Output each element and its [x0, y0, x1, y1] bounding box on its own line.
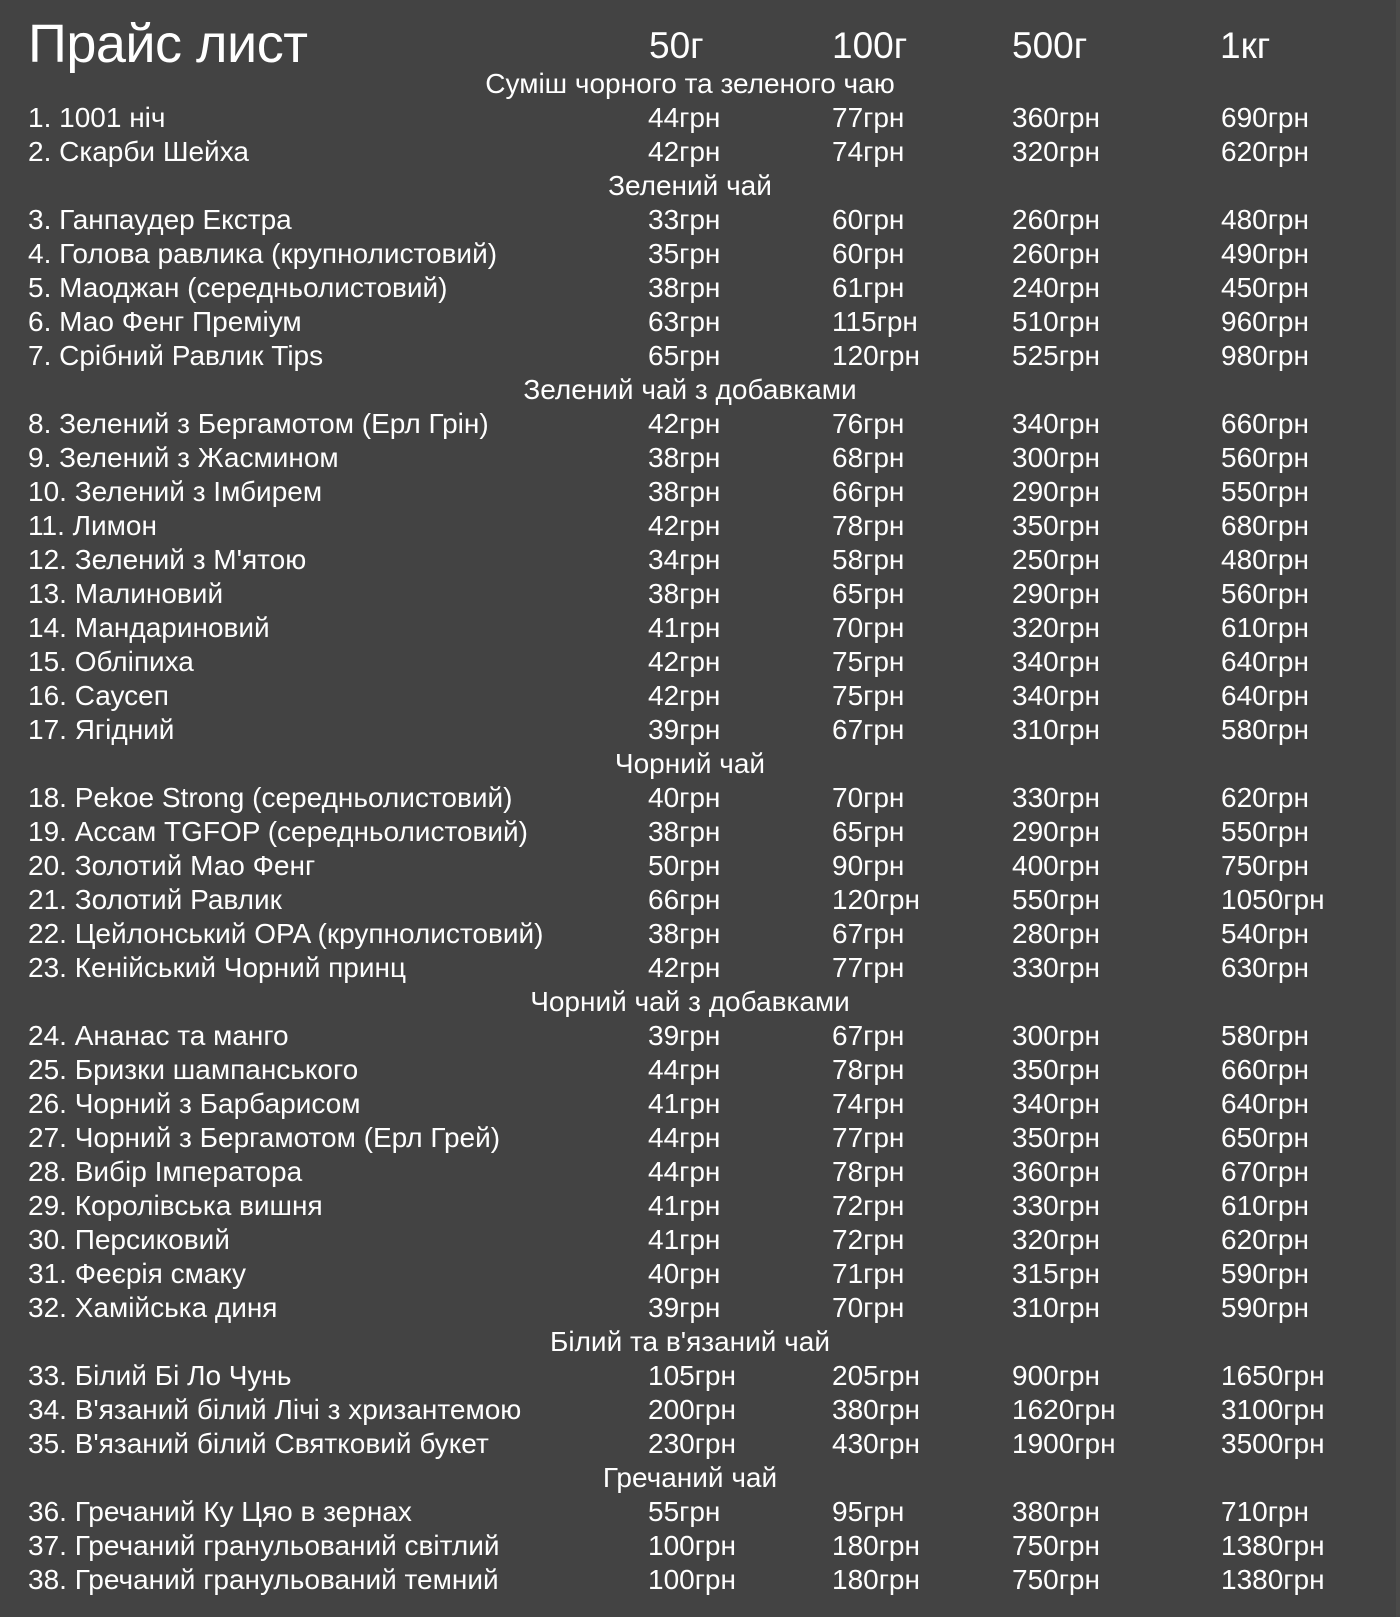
tea-name: 30. Персиковий — [28, 1224, 230, 1255]
price-100g: 67грн — [832, 1020, 905, 1051]
tea-name: 21. Золотий Равлик — [28, 884, 282, 915]
tea-name: 7. Срібний Равлик Tips — [28, 340, 324, 371]
tea-name: 9. Зелений з Жасмином — [28, 442, 339, 473]
table-row — [0, 815, 1400, 849]
price-100g: 70грн — [832, 782, 905, 813]
price-500g: 400грн — [1012, 850, 1100, 881]
price-500g: 350грн — [1012, 1122, 1100, 1153]
price-50g: 200грн — [648, 1394, 736, 1425]
price-1kg: 560грн — [1221, 578, 1309, 609]
tea-name: 38. Гречаний гранульований темний — [28, 1564, 499, 1595]
page-title: Прайс лист — [28, 14, 308, 74]
price-500g: 290грн — [1012, 578, 1100, 609]
table-row — [0, 611, 1400, 645]
tea-name: 24. Ананас та манго — [28, 1020, 289, 1051]
table-row — [0, 1257, 1400, 1291]
price-1kg: 540грн — [1221, 918, 1309, 949]
table-row — [0, 339, 1400, 373]
price-100g: 77грн — [832, 1122, 905, 1153]
price-1kg: 960грн — [1221, 306, 1309, 337]
price-1kg: 650грн — [1221, 1122, 1309, 1153]
price-500g: 360грн — [1012, 1156, 1100, 1187]
table-row — [0, 407, 1400, 441]
price-50g: 42грн — [648, 510, 721, 541]
price-500g: 340грн — [1012, 680, 1100, 711]
price-50g: 38грн — [648, 476, 721, 507]
price-1kg: 3500грн — [1221, 1428, 1325, 1459]
price-50g: 38грн — [648, 918, 721, 949]
price-100g: 380грн — [832, 1394, 920, 1425]
price-500g: 360грн — [1012, 102, 1100, 133]
price-50g: 100грн — [648, 1564, 736, 1595]
price-100g: 61грн — [832, 272, 905, 303]
tea-name: 15. Обліпиха — [28, 646, 194, 677]
tea-name: 12. Зелений з М'ятою — [28, 544, 307, 575]
price-500g: 750грн — [1012, 1564, 1100, 1595]
price-50g: 40грн — [648, 782, 721, 813]
price-50g: 39грн — [648, 1020, 721, 1051]
price-1kg: 620грн — [1221, 1224, 1309, 1255]
price-1kg: 980грн — [1221, 340, 1309, 371]
price-50g: 38грн — [648, 442, 721, 473]
price-100g: 78грн — [832, 1156, 905, 1187]
price-100g: 95грн — [832, 1496, 905, 1527]
price-500g: 320грн — [1012, 136, 1100, 167]
price-100g: 60грн — [832, 204, 905, 235]
price-50g: 39грн — [648, 714, 721, 745]
table-row — [0, 781, 1400, 815]
price-100g: 65грн — [832, 578, 905, 609]
price-1kg: 1650грн — [1221, 1360, 1325, 1391]
tea-name: 25. Бризки шампанського — [28, 1054, 359, 1085]
price-100g: 66грн — [832, 476, 905, 507]
table-row — [0, 543, 1400, 577]
table-row — [0, 917, 1400, 951]
price-100g: 74грн — [832, 1088, 905, 1119]
price-1kg: 630грн — [1221, 952, 1309, 983]
table-row — [0, 509, 1400, 543]
tea-name: 20. Золотий Мао Фенг — [28, 850, 316, 881]
price-50g: 40грн — [648, 1258, 721, 1289]
tea-name: 19. Ассам TGFOP (середньолистовий) — [28, 816, 529, 847]
price-50g: 50грн — [648, 850, 721, 881]
tea-name: 33. Білий Бі Ло Чунь — [28, 1360, 292, 1391]
price-500g: 1900грн — [1012, 1428, 1116, 1459]
table-row — [0, 679, 1400, 713]
tea-name: 27. Чорний з Бергамотом (Ерл Грей) — [28, 1122, 501, 1153]
section-title: Зелений чай — [608, 170, 772, 201]
tea-name: 3. Ганпаудер Екстра — [28, 204, 292, 235]
column-header-500g: 500г — [1012, 25, 1088, 66]
price-1kg: 670грн — [1221, 1156, 1309, 1187]
price-1kg: 550грн — [1221, 476, 1309, 507]
price-1kg: 480грн — [1221, 544, 1309, 575]
price-100g: 77грн — [832, 102, 905, 133]
table-row — [0, 645, 1400, 679]
price-500g: 320грн — [1012, 1224, 1100, 1255]
price-50g: 41грн — [648, 1088, 721, 1119]
tea-name: 2. Скарби Шейха — [28, 136, 249, 167]
table-row — [0, 1189, 1400, 1223]
table-row — [0, 1291, 1400, 1325]
table-row — [0, 101, 1400, 135]
price-100g: 72грн — [832, 1190, 905, 1221]
price-50g: 230грн — [648, 1428, 736, 1459]
price-100g: 78грн — [832, 510, 905, 541]
price-500g: 550грн — [1012, 884, 1100, 915]
column-header-50g: 50г — [649, 25, 704, 66]
price-100g: 70грн — [832, 612, 905, 643]
price-1kg: 450грн — [1221, 272, 1309, 303]
table-row — [0, 1427, 1400, 1461]
price-table — [0, 67, 1400, 1597]
price-1kg: 3100грн — [1221, 1394, 1325, 1425]
price-1kg: 640грн — [1221, 1088, 1309, 1119]
price-500g: 280грн — [1012, 918, 1100, 949]
price-100g: 65грн — [832, 816, 905, 847]
price-100g: 78грн — [832, 1054, 905, 1085]
tea-name: 36. Гречаний Ку Цяо в зернах — [28, 1496, 412, 1527]
price-100g: 67грн — [832, 918, 905, 949]
price-100g: 68грн — [832, 442, 905, 473]
table-row — [0, 577, 1400, 611]
tea-name: 22. Цейлонський OPA (крупнолистовий) — [28, 918, 544, 949]
tea-name: 4. Голова равлика (крупнолистовий) — [28, 238, 498, 269]
price-500g: 320грн — [1012, 612, 1100, 643]
tea-name: 14. Мандариновий — [28, 612, 270, 643]
tea-name: 37. Гречаний гранульований світлий — [28, 1530, 500, 1561]
table-row — [0, 951, 1400, 985]
column-header-100g: 100г — [832, 25, 908, 66]
price-100g: 74грн — [832, 136, 905, 167]
price-500g: 310грн — [1012, 714, 1100, 745]
tea-name: 11. Лимон — [28, 510, 157, 541]
column-header-1kg: 1кг — [1220, 25, 1271, 66]
price-1kg: 640грн — [1221, 646, 1309, 677]
table-row — [0, 1223, 1400, 1257]
price-1kg: 580грн — [1221, 714, 1309, 745]
price-50g: 38грн — [648, 272, 721, 303]
price-1kg: 640грн — [1221, 680, 1309, 711]
price-500g: 340грн — [1012, 646, 1100, 677]
price-1kg: 660грн — [1221, 1054, 1309, 1085]
table-row — [0, 1359, 1400, 1393]
tea-name: 13. Малиновий — [28, 578, 224, 609]
price-50g: 42грн — [648, 408, 721, 439]
table-row — [0, 1529, 1400, 1563]
table-row — [0, 1087, 1400, 1121]
tea-name: 32. Хамійська диня — [28, 1292, 278, 1323]
price-50g: 44грн — [648, 1054, 721, 1085]
tea-name: 26. Чорний з Барбарисом — [28, 1088, 361, 1119]
price-50g: 65грн — [648, 340, 721, 371]
price-1kg: 580грн — [1221, 1020, 1309, 1051]
price-500g: 525грн — [1012, 340, 1100, 371]
price-50g: 44грн — [648, 1122, 721, 1153]
price-50g: 34грн — [648, 544, 721, 575]
price-500g: 330грн — [1012, 1190, 1100, 1221]
tea-name: 16. Саусеп — [28, 680, 169, 711]
price-50g: 39грн — [648, 1292, 721, 1323]
price-500g: 510грн — [1012, 306, 1100, 337]
table-row — [0, 271, 1400, 305]
price-500g: 330грн — [1012, 952, 1100, 983]
price-50g: 38грн — [648, 578, 721, 609]
table-row — [0, 475, 1400, 509]
price-1kg: 560грн — [1221, 442, 1309, 473]
price-500g: 240грн — [1012, 272, 1100, 303]
table-row — [0, 849, 1400, 883]
table-row — [0, 135, 1400, 169]
price-500g: 340грн — [1012, 1088, 1100, 1119]
price-1kg: 550грн — [1221, 816, 1309, 847]
price-500g: 330грн — [1012, 782, 1100, 813]
price-500g: 300грн — [1012, 1020, 1100, 1051]
price-500g: 900грн — [1012, 1360, 1100, 1391]
tea-name: 34. В'язаний білий Лічі з хризантемою — [28, 1394, 522, 1425]
section-title: Чорний чай — [614, 748, 766, 779]
price-100g: 75грн — [832, 680, 905, 711]
price-50g: 42грн — [648, 680, 721, 711]
price-100g: 72грн — [832, 1224, 905, 1255]
table-row — [0, 1393, 1400, 1427]
price-1kg: 1380грн — [1221, 1564, 1325, 1595]
section-title: Зелений чай з добавками — [523, 374, 857, 405]
price-1kg: 680грн — [1221, 510, 1309, 541]
section-title: Чорний чай з добавками — [530, 986, 850, 1017]
price-50g: 41грн — [648, 612, 721, 643]
price-500g: 290грн — [1012, 476, 1100, 507]
price-500g: 380грн — [1012, 1496, 1100, 1527]
table-row — [0, 237, 1400, 271]
price-100g: 180грн — [832, 1530, 920, 1561]
price-1kg: 1380грн — [1221, 1530, 1325, 1561]
tea-name: 1. 1001 ніч — [28, 102, 166, 133]
price-50g: 63грн — [648, 306, 721, 337]
price-50g: 44грн — [648, 1156, 721, 1187]
tea-name: 5. Маоджан (середньолистовий) — [28, 272, 448, 303]
price-1kg: 750грн — [1221, 850, 1309, 881]
price-1kg: 590грн — [1221, 1292, 1309, 1323]
table-row — [0, 1019, 1400, 1053]
tea-name: 8. Зелений з Бергамотом (Ерл Грін) — [28, 408, 489, 439]
table-row — [0, 305, 1400, 339]
table-row — [0, 883, 1400, 917]
table-row — [0, 441, 1400, 475]
price-50g: 41грн — [648, 1224, 721, 1255]
table-row — [0, 203, 1400, 237]
price-500g: 340грн — [1012, 408, 1100, 439]
price-1kg: 1050грн — [1221, 884, 1325, 915]
price-500g: 750грн — [1012, 1530, 1100, 1561]
tea-name: 29. Королівська вишня — [28, 1190, 323, 1221]
price-100g: 77грн — [832, 952, 905, 983]
table-row — [0, 1155, 1400, 1189]
section-title: Білий та в'язаний чай — [550, 1326, 830, 1357]
price-100g: 120грн — [832, 340, 920, 371]
price-500g: 350грн — [1012, 510, 1100, 541]
price-50g: 55грн — [648, 1496, 721, 1527]
price-50g: 105грн — [648, 1360, 736, 1391]
price-100g: 115грн — [832, 306, 918, 337]
price-100g: 430грн — [832, 1428, 920, 1459]
price-50g: 41грн — [648, 1190, 721, 1221]
table-row — [0, 1121, 1400, 1155]
price-50g: 100грн — [648, 1530, 736, 1561]
price-1kg: 690грн — [1221, 102, 1309, 133]
price-50g: 38грн — [648, 816, 721, 847]
price-100g: 60грн — [832, 238, 905, 269]
tea-name: 17. Ягідний — [28, 714, 175, 745]
price-1kg: 620грн — [1221, 782, 1309, 813]
price-100g: 205грн — [832, 1360, 920, 1391]
price-100g: 71грн — [832, 1258, 905, 1289]
price-500g: 260грн — [1012, 238, 1100, 269]
price-1kg: 620грн — [1221, 136, 1309, 167]
price-50g: 44грн — [648, 102, 721, 133]
price-500g: 260грн — [1012, 204, 1100, 235]
tea-name: 6. Мао Фенг Преміум — [28, 306, 302, 337]
price-500g: 300грн — [1012, 442, 1100, 473]
table-row — [0, 713, 1400, 747]
table-row — [0, 1563, 1400, 1597]
price-100g: 120грн — [832, 884, 920, 915]
price-500g: 1620грн — [1012, 1394, 1116, 1425]
price-100g: 75грн — [832, 646, 905, 677]
price-50g: 42грн — [648, 952, 721, 983]
price-500g: 350грн — [1012, 1054, 1100, 1085]
price-100g: 90грн — [832, 850, 905, 881]
price-1kg: 490грн — [1221, 238, 1309, 269]
tea-name: 23. Кенійський Чорний принц — [28, 952, 407, 983]
tea-name: 18. Pekoe Strong (середньолистовий) — [28, 782, 513, 813]
table-row — [0, 1053, 1400, 1087]
price-100g: 70грн — [832, 1292, 905, 1323]
tea-name: 31. Феєрія смаку — [28, 1258, 246, 1289]
price-100g: 180грн — [832, 1564, 920, 1595]
section-title: Суміш чорного та зеленого чаю — [485, 68, 895, 99]
price-1kg: 610грн — [1221, 1190, 1309, 1221]
price-50g: 66грн — [648, 884, 721, 915]
price-1kg: 610грн — [1221, 612, 1309, 643]
table-row — [0, 1495, 1400, 1529]
price-50g: 35грн — [648, 238, 721, 269]
price-100g: 58грн — [832, 544, 905, 575]
price-100g: 67грн — [832, 714, 905, 745]
price-1kg: 660грн — [1221, 408, 1309, 439]
price-1kg: 710грн — [1221, 1496, 1309, 1527]
price-1kg: 590грн — [1221, 1258, 1309, 1289]
price-100g: 76грн — [832, 408, 905, 439]
price-500g: 310грн — [1012, 1292, 1100, 1323]
price-500g: 315грн — [1012, 1258, 1100, 1289]
price-1kg: 480грн — [1221, 204, 1309, 235]
section-title: Гречаний чай — [602, 1462, 778, 1493]
price-50g: 42грн — [648, 136, 721, 167]
tea-name: 10. Зелений з Імбирем — [28, 476, 323, 507]
tea-name: 35. В'язаний білий Святковий букет — [28, 1428, 489, 1459]
tea-name: 28. Вибір Імператора — [28, 1156, 303, 1187]
price-500g: 290грн — [1012, 816, 1100, 847]
price-50g: 33грн — [648, 204, 721, 235]
price-50g: 42грн — [648, 646, 721, 677]
price-500g: 250грн — [1012, 544, 1100, 575]
